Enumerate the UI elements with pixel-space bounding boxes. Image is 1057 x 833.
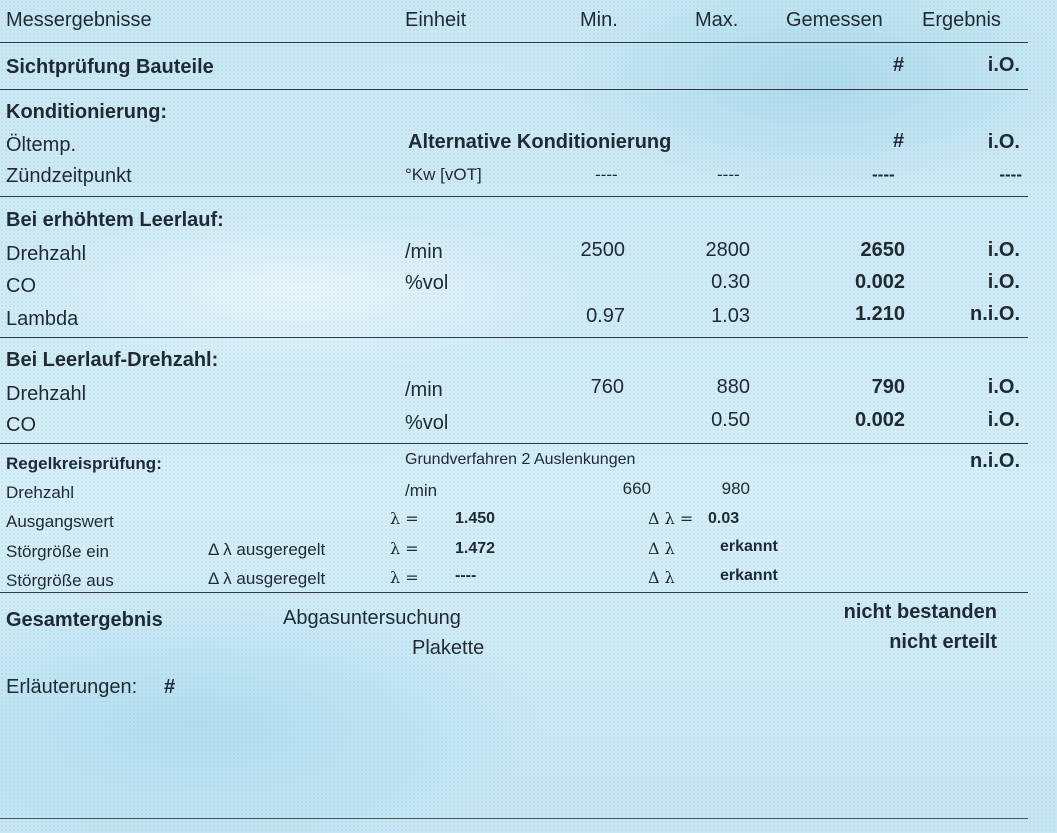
- leerlauf-drehzahl-label: Drehzahl: [6, 383, 87, 405]
- aus-label: Störgröße aus: [6, 571, 114, 590]
- erhoeht-lambda-ergebnis: n.i.O.: [970, 303, 1020, 325]
- sicht-ergebnis: i.O.: [987, 54, 1020, 76]
- aus-delta-text: Δ λ ausgeregelt: [208, 569, 326, 588]
- aus-status: erkannt: [720, 567, 778, 584]
- erhoeht-drehzahl-ergebnis: i.O.: [987, 239, 1020, 261]
- header-einheit: Einheit: [405, 9, 467, 31]
- erhoeht-drehzahl-max: 2800: [705, 239, 750, 261]
- erlaeuterungen-value: #: [164, 676, 176, 698]
- zuend-label: Zündzeitpunkt: [6, 165, 132, 187]
- regel-drehzahl-einheit: /min: [405, 481, 438, 500]
- oeltemp-note: Alternative Konditionierung: [408, 131, 672, 153]
- divider: [0, 196, 1028, 197]
- ausgang-delta-symbol: Δ λ =: [648, 509, 694, 528]
- ein-status: erkannt: [720, 538, 778, 555]
- erhoeht-co-gemessen: 0.002: [854, 271, 905, 293]
- erhoeht-co-label: CO: [6, 275, 36, 297]
- zuend-einheit: °Kw [vOT]: [405, 165, 482, 184]
- divider: [0, 89, 1028, 90]
- erhoeht-co-ergebnis: i.O.: [987, 271, 1020, 293]
- oeltemp-ergebnis: i.O.: [987, 131, 1020, 153]
- header-min: Min.: [580, 9, 618, 31]
- kond-title: Konditionierung:: [6, 101, 168, 123]
- ein-lambda-symbol: λ =: [390, 539, 419, 558]
- zuend-min: ----: [595, 165, 618, 184]
- zuend-ergebnis: ----: [999, 165, 1022, 184]
- leerlauf-co-max: 0.50: [711, 409, 750, 431]
- regel-drehzahl-label: Drehzahl: [6, 483, 75, 502]
- header-gemessen: Gemessen: [786, 9, 883, 31]
- header-messergebnisse: Messergebnisse: [6, 9, 152, 31]
- regel-ergebnis: n.i.O.: [970, 450, 1020, 472]
- erlaeuterungen-label: Erläuterungen:: [6, 676, 138, 698]
- erhoeht-lambda-gemessen: 1.210: [854, 303, 905, 325]
- erhoeht-lambda-min: 0.97: [586, 305, 625, 327]
- divider: [0, 592, 1028, 593]
- regel-verfahren: Grundverfahren 2 Auslenkungen: [405, 451, 636, 468]
- gesamt-label: Gesamtergebnis: [6, 609, 163, 631]
- erhoeht-title: Bei erhöhtem Leerlauf:: [6, 209, 224, 231]
- erhoeht-drehzahl-min: 2500: [580, 239, 625, 261]
- ein-delta-text: Δ λ ausgeregelt: [208, 540, 326, 559]
- header-ergebnis: Ergebnis: [922, 9, 1001, 31]
- leerlauf-drehzahl-max: 880: [716, 376, 750, 398]
- gesamt-result-abgas: nicht bestanden: [843, 601, 997, 623]
- ein-delta-symbol: Δ λ: [648, 539, 675, 558]
- zuend-max: ----: [717, 165, 740, 184]
- ein-label: Störgröße ein: [6, 542, 109, 561]
- erhoeht-drehzahl-gemessen: 2650: [860, 239, 905, 261]
- aus-lambda-value: ----: [455, 567, 477, 584]
- sicht-label: Sichtprüfung Bauteile: [6, 56, 214, 78]
- gesamt-abgasuntersuchung: Abgasuntersuchung: [283, 607, 461, 629]
- divider: [0, 443, 1028, 444]
- zuend-gemessen: ----: [872, 165, 895, 184]
- regel-title: Regelkreisprüfung:: [6, 454, 162, 473]
- header-max: Max.: [695, 9, 739, 31]
- leerlauf-drehzahl-einheit: /min: [405, 379, 443, 401]
- leerlauf-drehzahl-ergebnis: i.O.: [987, 376, 1020, 398]
- erhoeht-co-einheit: %vol: [405, 272, 449, 294]
- oeltemp-gemessen: #: [893, 130, 905, 152]
- leerlauf-drehzahl-gemessen: 790: [871, 376, 905, 398]
- divider: [0, 337, 1028, 338]
- regel-drehzahl-min: 660: [622, 479, 651, 498]
- aus-lambda-symbol: λ =: [390, 568, 419, 587]
- gesamt-result-plakette: nicht erteilt: [889, 631, 997, 653]
- oeltemp-label: Öltemp.: [6, 134, 77, 156]
- leerlauf-title: Bei Leerlauf-Drehzahl:: [6, 349, 219, 371]
- sicht-gemessen: #: [893, 54, 905, 76]
- leerlauf-co-gemessen: 0.002: [854, 409, 905, 431]
- leerlauf-co-ergebnis: i.O.: [987, 409, 1020, 431]
- leerlauf-drehzahl-min: 760: [590, 376, 624, 398]
- erhoeht-co-max: 0.30: [711, 271, 750, 293]
- ausgang-lambda-symbol: λ =: [390, 509, 419, 528]
- erhoeht-drehzahl-einheit: /min: [405, 241, 443, 263]
- divider: [0, 42, 1028, 43]
- aus-delta-symbol: Δ λ: [648, 568, 675, 587]
- leerlauf-co-label: CO: [6, 414, 36, 436]
- ausgang-delta-value: 0.03: [708, 510, 740, 527]
- divider: [0, 818, 1028, 819]
- ausgang-label: Ausgangswert: [6, 512, 114, 531]
- erhoeht-lambda-max: 1.03: [711, 305, 750, 327]
- erhoeht-lambda-label: Lambda: [6, 308, 79, 330]
- ausgang-lambda-value: 1.450: [455, 510, 496, 527]
- leerlauf-co-einheit: %vol: [405, 412, 449, 434]
- gesamt-plakette: Plakette: [412, 637, 485, 659]
- regel-drehzahl-max: 980: [721, 479, 750, 498]
- ein-lambda-value: 1.472: [455, 540, 496, 557]
- erhoeht-drehzahl-label: Drehzahl: [6, 243, 87, 265]
